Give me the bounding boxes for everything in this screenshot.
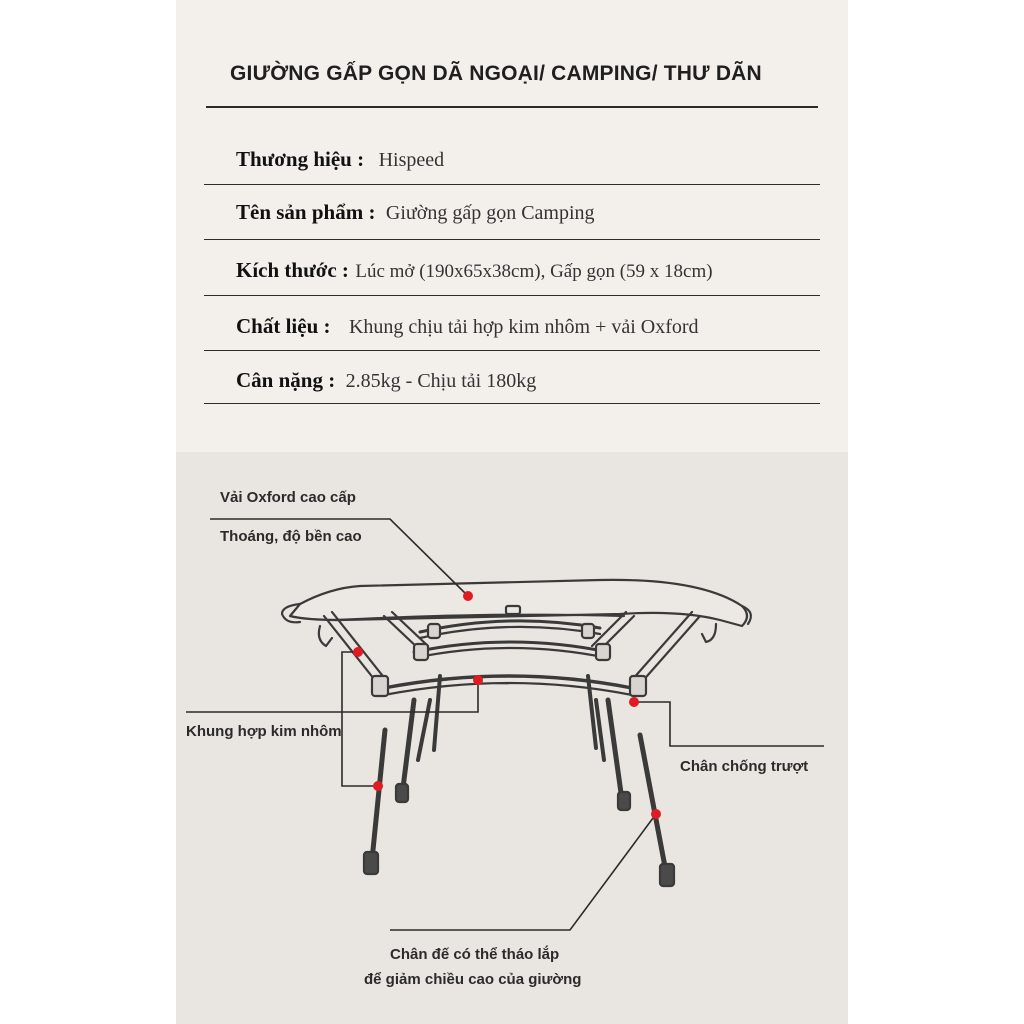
camping-bed-illustration xyxy=(282,580,751,886)
spec-label: Kích thước : xyxy=(236,258,349,282)
marker-anti-slip xyxy=(629,697,639,707)
callout-legs-line1: Chân đế có thể tháo lắp xyxy=(390,946,560,963)
spec-label: Cân nặng : xyxy=(236,368,336,392)
spec-value: Lúc mở (190x65x38cm), Gấp gọn (59 x 18cm) xyxy=(355,261,713,282)
callout-fabric-line2: Thoáng, độ bền cao xyxy=(220,528,362,545)
marker-leg-right xyxy=(651,809,661,819)
spec-label: Tên sản phẩm : xyxy=(236,200,376,224)
callout-anti-slip: Chân chống trượt xyxy=(680,758,809,775)
callout-legs-line2: để giảm chiều cao của giường xyxy=(364,971,582,988)
spec-value: Giường gấp gọn Camping xyxy=(385,202,595,224)
callout-fabric-line1: Vải Oxford cao cấp xyxy=(220,489,356,506)
marker-frame-left xyxy=(353,647,363,657)
spec-label: Chất liệu : xyxy=(236,314,331,338)
marker-leg-left xyxy=(373,781,383,791)
spec-value: Hispeed xyxy=(378,149,445,171)
callout-frame: Khung hợp kim nhôm xyxy=(186,723,342,740)
marker-fabric xyxy=(463,591,473,601)
spec-value: Khung chịu tải hợp kim nhôm + vải Oxford xyxy=(348,316,699,338)
page-title: GIƯỜNG GẤP GỌN DÃ NGOẠI/ CAMPING/ THƯ DÃN xyxy=(230,62,762,85)
spec-value: 2.85kg - Chịu tải 180kg xyxy=(345,370,537,392)
spec-label: Thương hiệu : xyxy=(236,147,365,171)
marker-frame-center xyxy=(473,675,483,685)
